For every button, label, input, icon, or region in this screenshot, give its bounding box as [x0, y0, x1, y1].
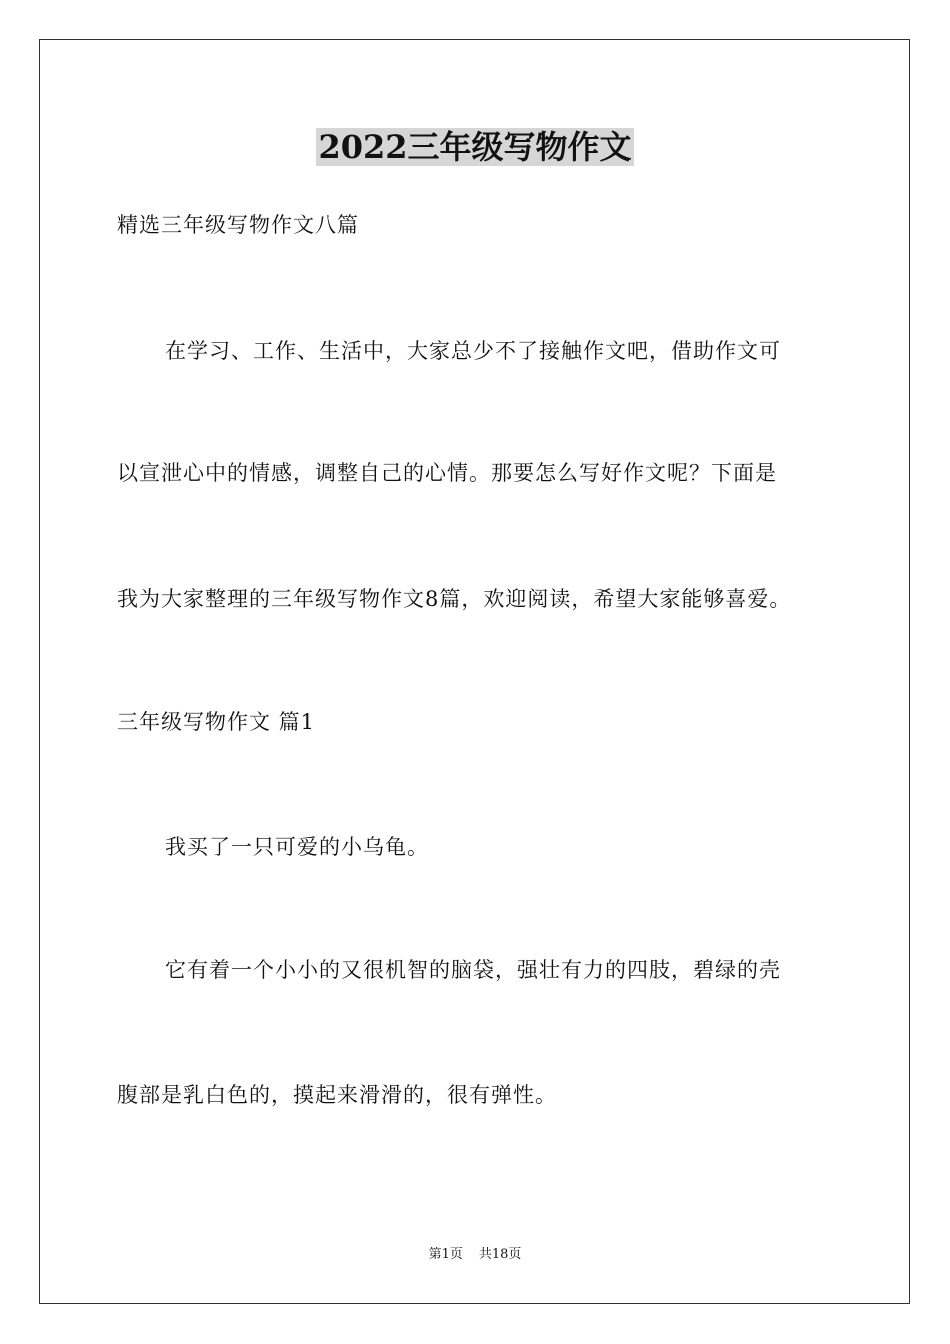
paragraph-line: 我买了一只可爱的小乌龟。	[165, 835, 429, 859]
subtitle-line: 精选三年级写物作文八篇	[117, 213, 359, 237]
page-number: 第1页	[428, 1247, 463, 1262]
section-heading: 三年级写物作文 篇1	[117, 710, 316, 734]
document-title-text: 2022三年级写物作文	[318, 128, 632, 166]
page-total: 共18页	[478, 1247, 522, 1262]
paragraph-line: 以宣泄心中的情感，调整自己的心情。那要怎么写好作文呢？下面是	[117, 461, 777, 485]
document-title	[0, 125, 950, 169]
paragraph-line: 腹部是乳白色的，摸起来滑滑的，很有弹性。	[117, 1083, 557, 1107]
paragraph-line: 我为大家整理的三年级写物作文8篇，欢迎阅读，希望大家能够喜爱。	[117, 587, 792, 611]
page-footer	[0, 1246, 950, 1264]
paragraph-line: 在学习、工作、生活中，大家总少不了接触作文吧，借助作文可	[165, 339, 781, 363]
paragraph-line: 它有着一个小小的又很机智的脑袋，强壮有力的四肢，碧绿的壳	[165, 958, 781, 982]
